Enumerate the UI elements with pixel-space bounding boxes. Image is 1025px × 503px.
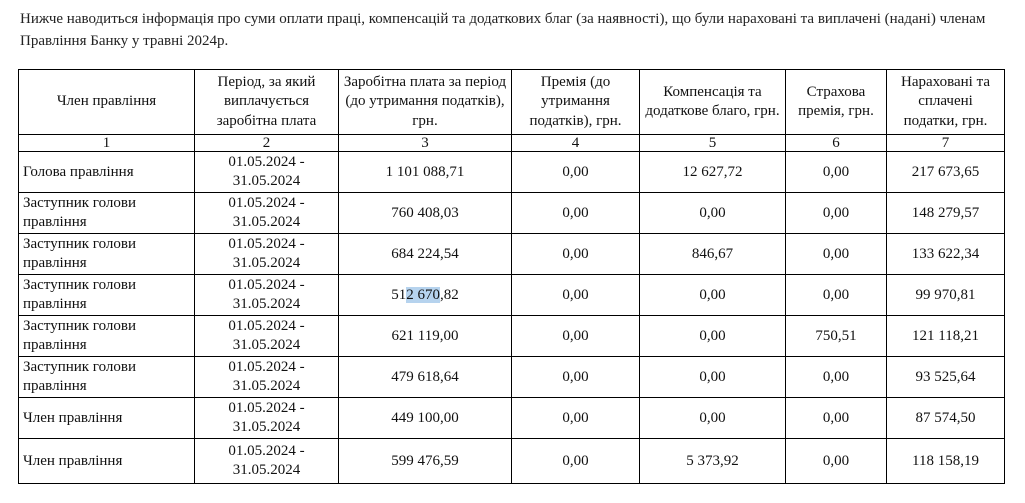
header-salary: Заробітна плата за період (до утримання податків), грн. [339, 70, 512, 135]
header-taxes: Нараховані та сплачені податки, грн. [887, 70, 1005, 135]
salary-cell: 449 100,00 [339, 398, 512, 439]
compensation-cell: 846,67 [640, 234, 786, 275]
salary-cell: 684 224,54 [339, 234, 512, 275]
intro-paragraph: Нижче наводиться інформація про суми оплати праці, компенсацій та додаткових благ (за наявності), що були нараховані та виплачені (надані) членам Правління Банку у травні 2024р. [20, 11, 986, 49]
insurance-cell: 0,00 [786, 234, 887, 275]
insurance-cell: 0,00 [786, 193, 887, 234]
member-cell: Член правління [19, 398, 195, 439]
taxes-cell: 118 158,19 [887, 439, 1005, 484]
compensation-cell: 0,00 [640, 316, 786, 357]
column-number: 1 [19, 135, 195, 152]
taxes-cell: 133 622,34 [887, 234, 1005, 275]
salary-cell: 1 101 088,71 [339, 152, 512, 193]
period-cell: 01.05.2024 - 31.05.2024 [195, 357, 339, 398]
salary-cell: 479 618,64 [339, 357, 512, 398]
compensation-cell: 12 627,72 [640, 152, 786, 193]
bonus-cell: 0,00 [512, 316, 640, 357]
compensation-cell: 0,00 [640, 275, 786, 316]
column-number-row [19, 135, 1005, 152]
member-cell: Заступник голови правління [19, 357, 195, 398]
column-number: 5 [640, 135, 786, 152]
taxes-cell: 93 525,64 [887, 357, 1005, 398]
header-insurance: Страхова премія, грн. [786, 70, 887, 135]
column-number: 4 [512, 135, 640, 152]
taxes-cell: 121 118,21 [887, 316, 1005, 357]
compensation-cell: 0,00 [640, 398, 786, 439]
compensation-cell: 0,00 [640, 193, 786, 234]
salary-cell: 599 476,59 [339, 439, 512, 484]
table-row [19, 439, 1005, 484]
compensation-cell: 5 373,92 [640, 439, 786, 484]
insurance-cell: 0,00 [786, 152, 887, 193]
table-row [19, 316, 1005, 357]
header-compensation: Компенсація та додаткове благо, грн. [640, 70, 786, 135]
insurance-cell: 0,00 [786, 398, 887, 439]
table-row [19, 275, 1005, 316]
period-cell: 01.05.2024 - 31.05.2024 [195, 316, 339, 357]
salary-cell: 512 670,82 [339, 275, 512, 316]
table-row [19, 193, 1005, 234]
member-cell: Заступник голови правління [19, 193, 195, 234]
member-cell: Заступник голови правління [19, 234, 195, 275]
taxes-cell: 148 279,57 [887, 193, 1005, 234]
header-member: Член правління [19, 70, 195, 135]
insurance-cell: 750,51 [786, 316, 887, 357]
member-cell: Заступник голови правління [19, 275, 195, 316]
bonus-cell: 0,00 [512, 439, 640, 484]
taxes-cell: 87 574,50 [887, 398, 1005, 439]
table-row [19, 357, 1005, 398]
bonus-cell: 0,00 [512, 152, 640, 193]
column-number: 3 [339, 135, 512, 152]
bonus-cell: 0,00 [512, 275, 640, 316]
column-number: 2 [195, 135, 339, 152]
column-number: 6 [786, 135, 887, 152]
bonus-cell: 0,00 [512, 193, 640, 234]
header-bonus: Премія (до утримання податків), грн. [512, 70, 640, 135]
insurance-cell: 0,00 [786, 439, 887, 484]
period-cell: 01.05.2024 - 31.05.2024 [195, 152, 339, 193]
salary-cell: 621 119,00 [339, 316, 512, 357]
salary-cell: 760 408,03 [339, 193, 512, 234]
insurance-cell: 0,00 [786, 275, 887, 316]
period-cell: 01.05.2024 - 31.05.2024 [195, 193, 339, 234]
board-compensation-table [18, 69, 1005, 484]
table-header [19, 70, 1005, 152]
period-cell: 01.05.2024 - 31.05.2024 [195, 398, 339, 439]
bonus-cell: 0,00 [512, 234, 640, 275]
table-row [19, 152, 1005, 193]
insurance-cell: 0,00 [786, 357, 887, 398]
member-cell: Член правління [19, 439, 195, 484]
period-cell: 01.05.2024 - 31.05.2024 [195, 234, 339, 275]
table-row [19, 234, 1005, 275]
table-row [19, 398, 1005, 439]
taxes-cell: 217 673,65 [887, 152, 1005, 193]
period-cell: 01.05.2024 - 31.05.2024 [195, 275, 339, 316]
text-selection-highlight: 2 670 [406, 286, 440, 303]
member-cell: Заступник голови правління [19, 316, 195, 357]
compensation-cell: 0,00 [640, 357, 786, 398]
bonus-cell: 0,00 [512, 398, 640, 439]
taxes-cell: 99 970,81 [887, 275, 1005, 316]
member-cell: Голова правління [19, 152, 195, 193]
bonus-cell: 0,00 [512, 357, 640, 398]
period-cell: 01.05.2024 - 31.05.2024 [195, 439, 339, 484]
header-period: Період, за який виплачується заробітна плата [195, 70, 339, 135]
table-body [19, 152, 1005, 484]
column-number: 7 [887, 135, 1005, 152]
